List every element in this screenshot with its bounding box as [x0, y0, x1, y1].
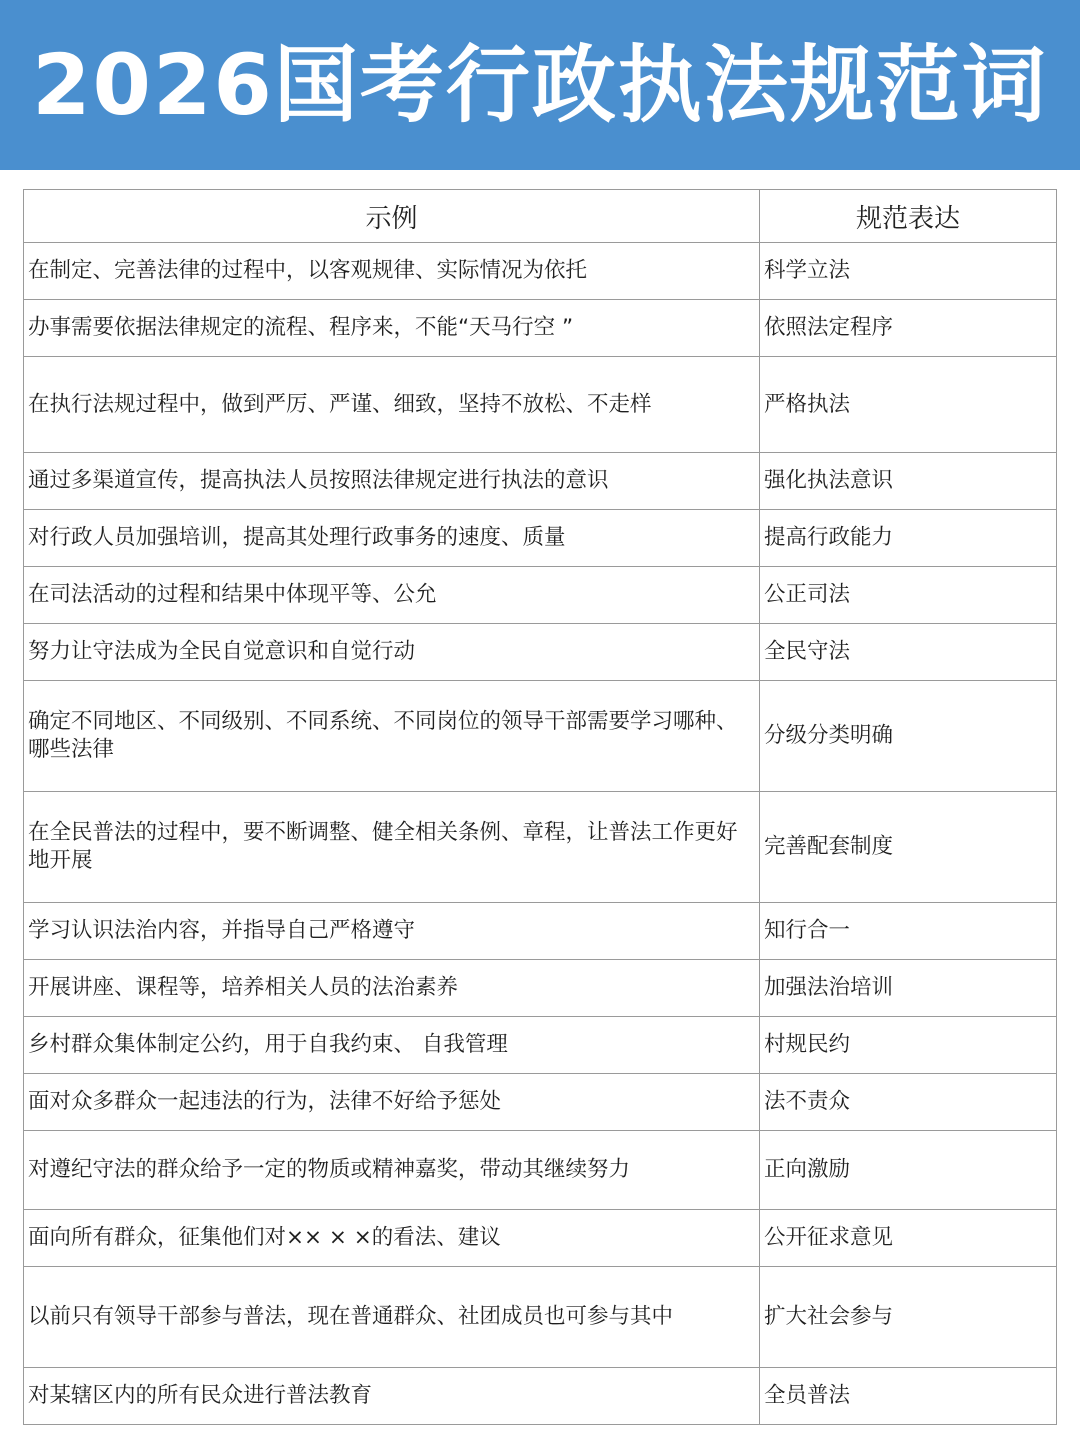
- expression-cell: 强化执法意识: [760, 453, 1057, 510]
- expression-cell: 公开征求意见: [760, 1210, 1057, 1267]
- header-expression: 规范表达: [760, 190, 1057, 243]
- expression-cell: 加强法治培训: [760, 960, 1057, 1017]
- expression-cell: 提高行政能力: [760, 510, 1057, 567]
- expression-cell: 完善配套制度: [760, 792, 1057, 903]
- example-cell: 开展讲座、课程等，培养相关人员的法治素养: [24, 960, 760, 1017]
- table-row: [24, 792, 1057, 903]
- example-cell: 对遵纪守法的群众给予一定的物质或精神嘉奖，带动其继续努力: [24, 1131, 760, 1210]
- expression-cell: 科学立法: [760, 243, 1057, 300]
- example-cell: 面向所有群众，征集他们对×× × ×的看法、建议: [24, 1210, 760, 1267]
- table-row: [24, 1210, 1057, 1267]
- expression-cell: 全民守法: [760, 624, 1057, 681]
- expression-cell: 扩大社会参与: [760, 1267, 1057, 1368]
- title-banner: [0, 0, 1080, 170]
- example-cell: 对某辖区内的所有民众进行普法教育: [24, 1368, 760, 1425]
- table-header-row: [24, 190, 1057, 243]
- table-row: [24, 1074, 1057, 1131]
- example-cell: 在制定、完善法律的过程中，以客观规律、实际情况为依托: [24, 243, 760, 300]
- header-example: 示例: [24, 190, 760, 243]
- table-row: [24, 567, 1057, 624]
- expression-cell: 法不责众: [760, 1074, 1057, 1131]
- table-row: [24, 510, 1057, 567]
- table-row: [24, 357, 1057, 453]
- table-row: [24, 1131, 1057, 1210]
- expression-cell: 知行合一: [760, 903, 1057, 960]
- table-row: [24, 1017, 1057, 1074]
- page-title: 2026国考行政执法规范词: [32, 36, 1048, 134]
- example-cell: 在执行法规过程中，做到严厉、严谨、细致，坚持不放松、不走样: [24, 357, 760, 453]
- table-row: [24, 903, 1057, 960]
- expression-cell: 依照法定程序: [760, 300, 1057, 357]
- expression-cell: 村规民约: [760, 1017, 1057, 1074]
- example-cell: 确定不同地区、不同级别、不同系统、不同岗位的领导干部需要学习哪种、哪些法律: [24, 681, 760, 792]
- table-row: [24, 453, 1057, 510]
- table-row: [24, 300, 1057, 357]
- example-cell: 以前只有领导干部参与普法，现在普通群众、社团成员也可参与其中: [24, 1267, 760, 1368]
- expression-cell: 正向激励: [760, 1131, 1057, 1210]
- example-cell: 对行政人员加强培训，提高其处理行政事务的速度、质量: [24, 510, 760, 567]
- example-cell: 在司法活动的过程和结果中体现平等、公允: [24, 567, 760, 624]
- terms-table: [23, 189, 1057, 1425]
- expression-cell: 分级分类明确: [760, 681, 1057, 792]
- table-row: [24, 960, 1057, 1017]
- table-row: [24, 243, 1057, 300]
- expression-cell: 公正司法: [760, 567, 1057, 624]
- expression-cell: 严格执法: [760, 357, 1057, 453]
- example-cell: 办事需要依据法律规定的流程、程序来，不能“天马行空 ”: [24, 300, 760, 357]
- example-cell: 乡村群众集体制定公约，用于自我约束、 自我管理: [24, 1017, 760, 1074]
- table-row: [24, 1267, 1057, 1368]
- example-cell: 通过多渠道宣传，提高执法人员按照法律规定进行执法的意识: [24, 453, 760, 510]
- table-row: [24, 1368, 1057, 1425]
- table-row: [24, 624, 1057, 681]
- table-row: [24, 681, 1057, 792]
- example-cell: 面对众多群众一起违法的行为，法律不好给予惩处: [24, 1074, 760, 1131]
- example-cell: 努力让守法成为全民自觉意识和自觉行动: [24, 624, 760, 681]
- example-cell: 学习认识法治内容，并指导自己严格遵守: [24, 903, 760, 960]
- expression-cell: 全员普法: [760, 1368, 1057, 1425]
- example-cell: 在全民普法的过程中，要不断调整、健全相关条例、章程，让普法工作更好地开展: [24, 792, 760, 903]
